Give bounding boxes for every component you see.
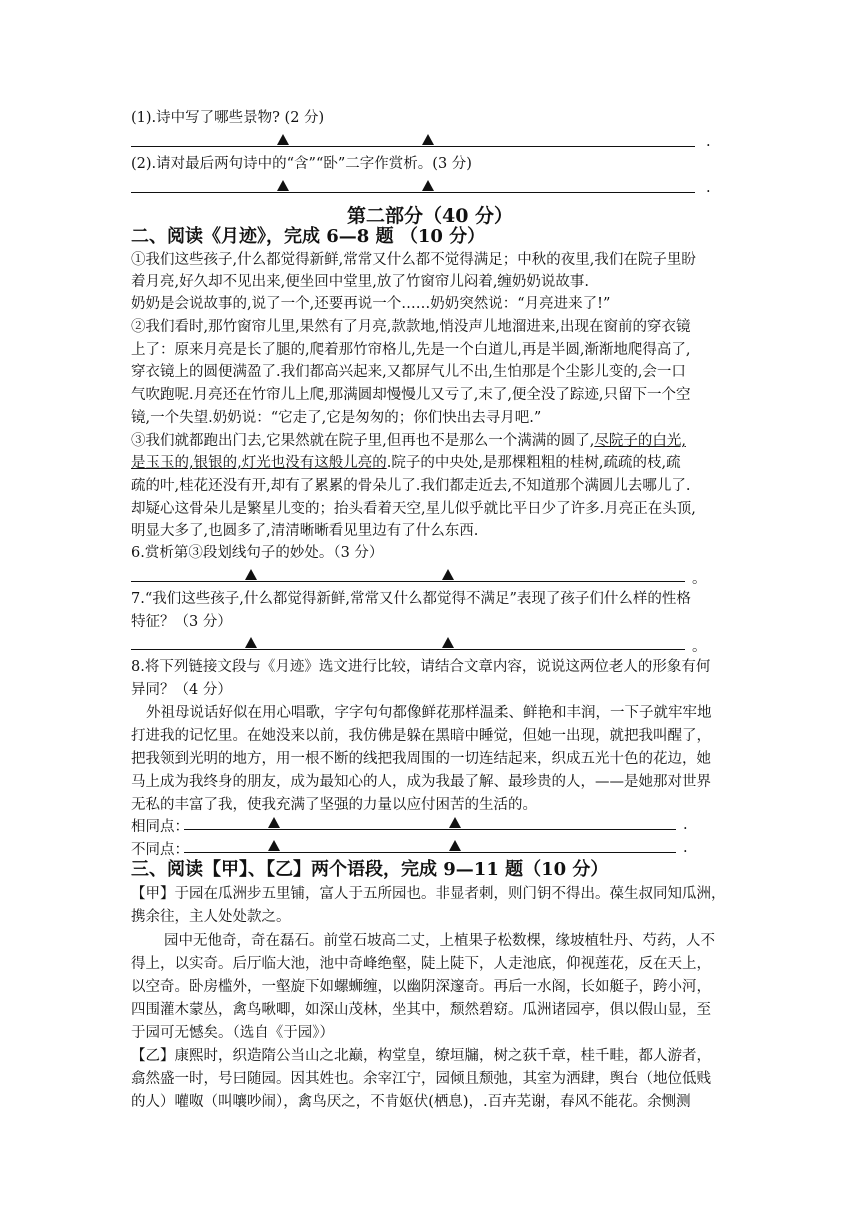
underlined-sentence: 是玉玉的,银银的,灯光也没有这般儿亮的 <box>131 455 387 471</box>
blank-marker-icon <box>277 134 289 145</box>
blank-marker-icon <box>268 817 280 828</box>
classical-text-line: 翕然盛一时，号曰随园。因其姓也。余宰江宁，园倾且颓弛，其室为洒肆，舆台（地位低贱 <box>131 1071 711 1087</box>
answer-line-7[interactable] <box>131 649 685 650</box>
classical-text-line: 得上，以实奇。后厅临大池，池中奇峰绝壑，陡上陡下，人走池底，仰视莲花，反在天上， <box>131 956 711 972</box>
blank-marker-icon <box>422 134 434 145</box>
passage-text: .院子的中央处,是那棵粗粗的桂树,疏疏的枝,疏 <box>386 455 681 471</box>
line-end-period: . <box>683 817 688 833</box>
link-passage-line: 无私的丰富了我，使我充满了坚强的力量以应付困苦的生活的。 <box>131 797 537 813</box>
passage-line: 奶奶是会说故事的,说了一个,还要再说一个……奶奶突然说：“月亮进来了!” <box>131 296 611 312</box>
diff-points-answer-line[interactable] <box>184 852 676 853</box>
link-passage-line: 把我领到光明的地方，用一根不断的线把我周围的一切连结起来，织成五光十色的花边，她 <box>131 751 711 767</box>
classical-text-line: 于园可无憾矣。（选自《于园》） <box>131 1025 334 1041</box>
part-two-title: 第二部分（40 分） <box>346 205 514 227</box>
blank-marker-icon <box>422 180 434 191</box>
passage-text: ③我们就都跑出门去,它果然就在院子里,但再也不是那么一个满满的圆了, <box>131 433 595 449</box>
line-end-period: 。 <box>692 571 707 587</box>
blank-marker-icon <box>245 569 257 580</box>
passage-line: 明显大多了,也圆多了,清清晰晰看见里边有了什么东西. <box>131 523 479 539</box>
section-2-heading: 二、阅读《月迹》，完成 6—8 题 （10 分） <box>131 226 486 247</box>
same-points-answer-line[interactable] <box>184 829 676 830</box>
line-end-period: . <box>683 840 688 856</box>
classical-text-line: 【乙】康熙时，织造隋公当山之北巅，构堂皇，缭垣牖，树之荻千章，桂千畦，都人游者， <box>131 1048 711 1064</box>
classical-text-line: 四围灌木蒙丛，禽鸟啾唧，如深山茂林，坐其中，颓然碧窈。瓜洲诸园亭，俱以假山显，至 <box>131 1002 711 1018</box>
blank-marker-icon <box>277 180 289 191</box>
passage-line: 上了：原来月亮是长了腿的,爬着那竹帘格儿,先是一个白道儿,再是半圆,渐渐地爬得高了, <box>131 342 691 358</box>
passage-line: ②我们看时,那竹窗帘儿里,果然有了月亮,款款地,悄没声儿地溜进来,出现在窗前的穿衣镜 <box>131 319 691 335</box>
classical-text-line: 【甲】于园在瓜洲步五里铺，富人于五所园也。非显者刺，则门钥不得出。葆生叔同知瓜洲， <box>131 886 726 902</box>
classical-text-line: 园中无他奇，奇在磊石。前堂石坡高二丈，上植果子松数棵，缘坡植牡丹、芍药，人不 <box>164 933 715 949</box>
diff-points-label: 不同点： <box>131 842 189 858</box>
underlined-sentence: 尽院子的白光, <box>594 433 686 449</box>
question-1: (1).诗中写了哪些景物? (2 分) <box>131 110 325 126</box>
blank-marker-icon <box>449 840 461 851</box>
blank-marker-icon <box>268 840 280 851</box>
question-8: 8.将下列链接文段与《月迹》选文进行比较，请结合文章内容，说说这两位老人的形象有何 <box>131 659 711 675</box>
answer-line-2[interactable] <box>131 192 695 193</box>
same-points-label: 相同点： <box>131 819 189 835</box>
passage-line <box>131 431 686 451</box>
question-6: 6.赏析第③段划线句子的妙处。（3 分） <box>131 545 384 561</box>
passage-line: 着月亮,好久却不见出来,便坐回中堂里,放了竹窗帘儿闷着,缠奶奶说故事. <box>131 274 590 290</box>
passage-line: 气吹跑呢.月亮还在竹帘儿上爬,那满圆却慢慢儿又亏了,末了,便全没了踪迹,只留下一个空 <box>131 387 691 403</box>
line-end-period: . <box>706 134 711 150</box>
section-3-heading: 三、阅读【甲】、【乙】两个语段，完成 9—11 题（10 分） <box>131 859 609 880</box>
passage-line <box>131 453 681 473</box>
question-2: (2).请对最后两句诗中的“含”“卧”二字作赏析。(3 分) <box>131 156 472 172</box>
answer-line-6[interactable] <box>131 581 685 582</box>
line-end-period: . <box>706 180 711 196</box>
blank-marker-icon <box>442 637 454 648</box>
blank-marker-icon <box>245 637 257 648</box>
blank-marker-icon <box>449 817 461 828</box>
passage-line: 疏的叶,桂花还没有开,却有了累累的骨朵儿了.我们都走近去,不知道那个满圆儿去哪儿了. <box>131 478 691 494</box>
passage-line: 穿衣镜上的圆便满盈了.我们都高兴起来,又都屏气儿不出,生怕那是个尘影儿变的,会一口 <box>131 364 686 380</box>
link-passage-line: 打进我的记忆里。在她没来以前，我仿佛是躲在黑暗中睡觉，但她一出现，就把我叫醒了， <box>131 728 711 744</box>
question-7-cont: 特征？（3 分） <box>131 614 232 630</box>
blank-marker-icon <box>442 569 454 580</box>
line-end-period: 。 <box>692 639 707 655</box>
link-passage-line: 外祖母说话好似在用心唱歌，字字句句都像鲜花那样温柔、鲜艳和丰润，一下子就牢牢地 <box>146 705 712 721</box>
link-passage-line: 马上成为我终身的朋友，成为最知心的人，成为我最了解、最珍贵的人，——是她那对世界 <box>131 774 711 790</box>
classical-text-line: 的人）嚾呶（叫嚷吵闹），禽鸟厌之，不肯妪伏(栖息)，.百卉芜谢，春风不能花。余恻测 <box>131 1094 691 1110</box>
question-7: 7.“我们这些孩子,什么都觉得新鲜,常常又什么都觉得不满足”表现了孩子们什么样的性格 <box>131 591 691 607</box>
question-8-cont: 异同？（4 分） <box>131 682 232 698</box>
classical-text-line: 以空奇。卧房槛外，一壑旋下如螺蛳缠，以幽阴深邃奇。再后一水阁，长如艇子，跨小河， <box>131 979 711 995</box>
answer-line-1[interactable] <box>131 146 695 147</box>
passage-line: 却疑心这骨朵儿是繁星儿变的；抬头看着天空,星儿似乎就比平日少了许多.月亮正在头顶, <box>131 501 696 517</box>
passage-line: 镜,一个失望.奶奶说：“它走了,它是匆匆的；你们快出去寻月吧.” <box>131 410 542 426</box>
passage-line: ①我们这些孩子,什么都觉得新鲜,常常又什么都不觉得满足；中秋的夜里,我们在院子里盼 <box>131 252 696 268</box>
classical-text-line: 携余往，主人处处款之。 <box>131 909 291 925</box>
